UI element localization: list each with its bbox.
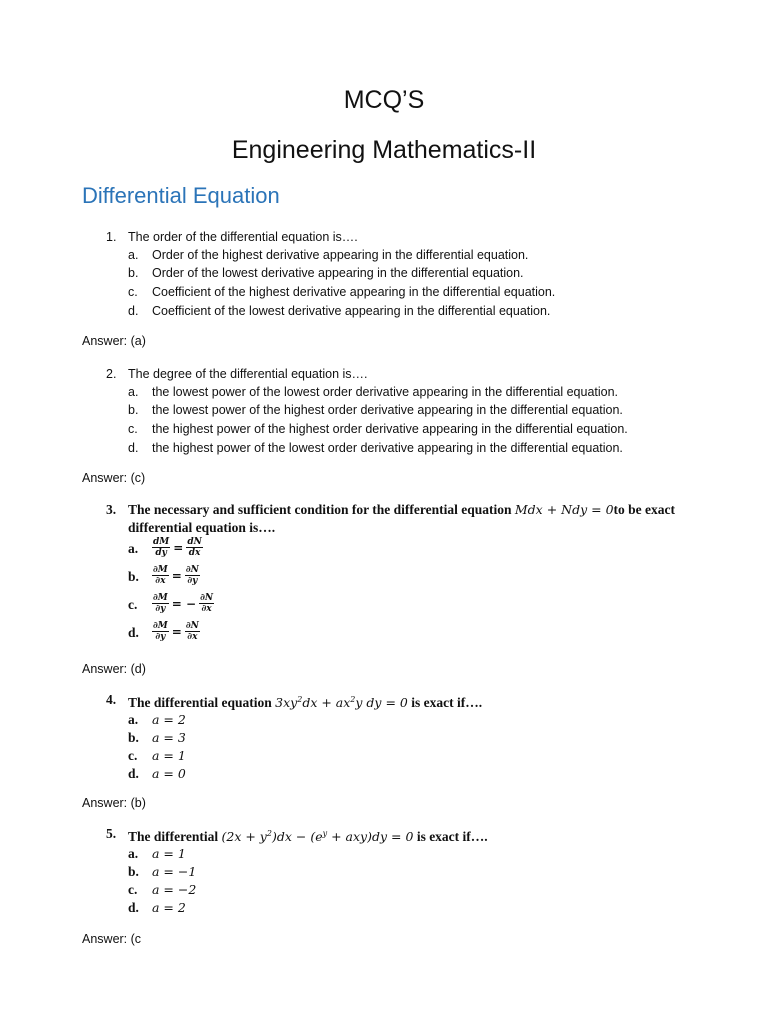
- option-letter: b.: [128, 403, 139, 417]
- fraction: [185, 565, 200, 586]
- equals-sign: = −: [171, 596, 197, 611]
- fraction: [152, 621, 169, 642]
- option-letter: d.: [128, 766, 139, 781]
- numerator: ∂M: [153, 565, 168, 575]
- exponent: 2: [266, 829, 272, 838]
- option-text: the highest power of the lowest order derivative appearing in the differential equation.: [152, 441, 623, 455]
- option-text: Order of the lowest derivative appearing in the differential equation.: [152, 266, 524, 280]
- question-number: 1.: [106, 230, 117, 244]
- option-letter: c.: [128, 285, 138, 299]
- option-letter: b.: [128, 569, 139, 584]
- question-number: 5.: [106, 826, 117, 841]
- option-formula: [152, 537, 203, 558]
- option-text: the lowest power of the highest order derivative appearing in the differential equation.: [152, 403, 623, 417]
- option-text: the highest power of the highest order derivative appearing in the differential equation.: [152, 422, 628, 436]
- option-text: a = −1: [152, 864, 197, 879]
- equation: Mdx + Ndy = 0: [514, 502, 614, 517]
- option-letter: d.: [128, 304, 139, 318]
- option-letter: d.: [128, 900, 139, 915]
- question-text-part: The differential: [128, 829, 219, 845]
- equation-part: dx + ax: [302, 695, 351, 711]
- document-subtitle: Engineering Mathematics-II: [231, 136, 537, 164]
- question-number: 2.: [106, 367, 117, 381]
- option-letter: b.: [128, 730, 139, 745]
- document-title: MCQ’S: [343, 86, 425, 114]
- option-text: the lowest power of the lowest order derivative appearing in the differential equation.: [152, 385, 619, 399]
- option-letter: a.: [128, 385, 139, 399]
- question-text: [128, 692, 482, 711]
- option-text: Order of the highest derivative appearing in the differential equation.: [152, 248, 529, 262]
- question-text-part: The differential equation: [128, 695, 272, 711]
- section-heading: Differential Equation: [82, 183, 280, 208]
- question-text-part: to be exact: [613, 502, 676, 517]
- q2-answer: Answer: (c): [82, 471, 146, 485]
- fraction: [186, 537, 203, 558]
- question-text: [128, 502, 675, 518]
- denominator: dx: [188, 548, 201, 558]
- equation-part: )dx − (e: [271, 829, 323, 845]
- option-formula: [152, 593, 214, 614]
- equals-sign: =: [173, 540, 184, 555]
- denominator: ∂y: [155, 604, 166, 614]
- exponent: 2: [297, 695, 303, 704]
- option-text: a = 0: [152, 766, 186, 781]
- denominator: ∂y: [155, 632, 166, 642]
- option-letter: c.: [128, 597, 138, 612]
- question-text: The degree of the differential equation is….: [128, 367, 368, 381]
- q4-answer: Answer: (b): [82, 796, 146, 810]
- option-text: a = 1: [152, 748, 186, 763]
- question-text: The order of the differential equation is….: [128, 230, 358, 244]
- denominator: ∂x: [155, 576, 166, 586]
- option-text: a = 2: [152, 900, 186, 915]
- question-number: 3.: [106, 502, 117, 517]
- numerator: ∂M: [153, 593, 168, 603]
- exponent: 2: [350, 695, 356, 704]
- fraction: [152, 593, 169, 614]
- q3-answer: Answer: (d): [82, 662, 146, 676]
- denominator: ∂x: [187, 632, 198, 642]
- fraction: [152, 537, 170, 558]
- equation-part: + axy)dy = 0: [327, 829, 414, 845]
- equals-sign: =: [171, 568, 182, 583]
- option-letter: c.: [128, 422, 138, 436]
- option-letter: d.: [128, 441, 139, 455]
- fraction: [199, 593, 214, 614]
- numerator: ∂N: [185, 621, 199, 631]
- numerator: ∂N: [200, 593, 214, 603]
- option-text: a = 2: [152, 712, 186, 727]
- option-text: a = 1: [152, 846, 186, 861]
- numerator: ∂M: [153, 621, 168, 631]
- question-text-part: is exact if….: [411, 695, 483, 711]
- option-formula: [152, 565, 200, 586]
- exponent: y: [322, 829, 328, 838]
- option-letter: a.: [128, 248, 139, 262]
- equation: [222, 829, 414, 844]
- numerator: dN: [187, 537, 202, 547]
- numerator: ∂N: [185, 565, 199, 575]
- option-formula: [152, 621, 200, 642]
- option-letter: d.: [128, 625, 139, 640]
- equals-sign: =: [171, 624, 182, 639]
- equation: [275, 695, 408, 710]
- option-letter: a.: [128, 712, 139, 727]
- option-letter: a.: [128, 541, 139, 556]
- option-letter: b.: [128, 266, 139, 280]
- option-text: a = −2: [152, 882, 197, 897]
- question-text: [128, 826, 488, 845]
- denominator: ∂x: [201, 604, 212, 614]
- option-letter: a.: [128, 846, 139, 861]
- option-text: a = 3: [152, 730, 186, 745]
- q1-answer: Answer: (a): [82, 334, 146, 348]
- question-text: differential equation is….: [128, 520, 276, 535]
- fraction: [185, 621, 200, 642]
- fraction: [152, 565, 169, 586]
- q5-answer: Answer: (c: [82, 932, 142, 946]
- question-text-part: The necessary and sufficient condition for the differential equation: [128, 502, 512, 517]
- question-number: 4.: [106, 692, 117, 707]
- equation-part: y dy = 0: [355, 695, 408, 711]
- equation-part: (2x + y: [221, 829, 267, 845]
- numerator: dM: [153, 537, 170, 547]
- equation-part: 3xy: [275, 695, 298, 711]
- denominator: dy: [155, 548, 167, 558]
- question-text-part: is exact if….: [416, 829, 488, 845]
- option-letter: c.: [128, 748, 138, 763]
- option-letter: c.: [128, 882, 138, 897]
- denominator: ∂y: [187, 576, 198, 586]
- option-text: Coefficient of the lowest derivative appearing in the differential equation.: [152, 304, 551, 318]
- option-letter: b.: [128, 864, 139, 879]
- option-text: Coefficient of the highest derivative appearing in the differential equation.: [152, 285, 556, 299]
